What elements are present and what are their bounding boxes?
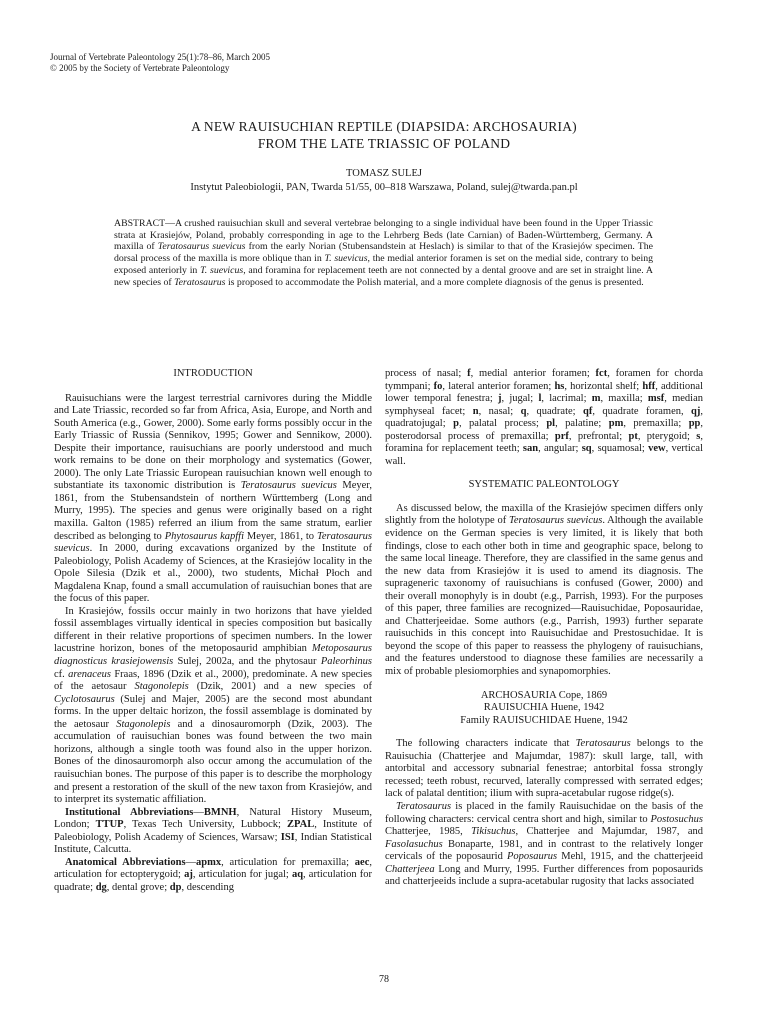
paragraph-anatomical-abbreviations-continued — [385, 368, 703, 468]
abbreviation: TTUP — [95, 819, 124, 831]
abbreviation: san — [522, 443, 539, 455]
text-run: (Sulej and Majer, 2005) are the second most abundant forms. In the upper deltaic horizon, the fossil assemblage is dominated by the aetosaur — [54, 693, 372, 730]
abstract — [114, 218, 653, 288]
text-run: Meyer, 1861, to — [244, 530, 317, 542]
text-run: , Institute of Paleobiology, Polish Academy of Sciences, Warsaw; — [54, 819, 372, 843]
text-run: , posterodorsal process of premaxilla; — [385, 418, 703, 442]
taxon-name: Teratosaurus suevicus — [54, 530, 373, 555]
taxon-name: Teratosaurus — [575, 738, 631, 750]
taxon-name: Teratosaurus suevicus — [240, 480, 337, 492]
paragraph-systematics-1 — [385, 503, 703, 679]
abbreviation: sq — [581, 443, 592, 455]
abbreviation: l — [538, 393, 542, 405]
taxon-name: Teratosaurus suevicus — [157, 241, 246, 253]
taxon-name: Stagonolepis — [134, 681, 189, 693]
text-run: Meyer, 1861, from the Stubensandstein of northern Württemberg (Long and Murry, 1995). The species and genus were originally based on a right maxilla. Galton (1985) referred an ilium from the same stratum, earlier described as belonging to — [54, 480, 372, 542]
author-affiliation: Instytut Paleobiologii, PAN, Twarda 51/55, 00–818 Warszawa, Poland, sulej@twarda.pan.pl — [190, 182, 578, 193]
abstract-text: ABSTRACT—A crushed rauisuchian skull and several vertebrae belonging to a single individual have been found in the Upper Triassic strata at Krasiejów, Poland, probably corresponding in age to the Lehrberg Beds (late Carnian) of Baden-Württemberg, Germany. A maxilla of — [114, 218, 653, 253]
taxon-name: Metoposaurus diagnosticus krasiejowensis — [54, 643, 372, 668]
text-run: Bonaparte, 1981, and in contrast to the relatively longer cervicals of the poposaurid — [385, 838, 703, 863]
author-block — [0, 167, 768, 195]
text-run: , horizontal shelf; — [564, 380, 643, 392]
paragraph-institutional-abbreviations — [54, 807, 372, 857]
text-run: , quadratojugal; — [385, 405, 704, 430]
abstract-text: , and foramina for replacement teeth are not connected by a dental groove and are set in straight line. A new species of — [114, 264, 653, 288]
page-number: 78 — [379, 974, 389, 985]
text-run: Mehl, 1915, and the chatterjeeid — [557, 851, 704, 863]
taxon-name: Phytosaurus kapffi — [164, 530, 244, 542]
text-run: As discussed below, the maxilla of the Krasiejów specimen differs only slightly from the holotype of — [385, 502, 703, 527]
text-run: cf. — [54, 668, 69, 680]
section-heading-systematic-paleontology: SYSTEMATIC PALEONTOLOGY — [468, 479, 620, 491]
text-run: , premaxilla; — [623, 418, 689, 430]
taxon-name: Poposaurus — [506, 851, 558, 863]
text-run: , palatal process; — [458, 418, 547, 430]
text-run: The following characters indicate that — [396, 738, 576, 750]
abbreviation: qf — [583, 405, 593, 417]
text-run: Rauisuchians were the largest terrestrial carnivores during the Middle and Late Triassic, recorded so far from Africa, Asia, Europe, and North and South America (e.g., Gower, 2000). Some early forms possibly occur in the Early Triassic of Russia (Sennikov, 1995; Gower and Sennikow, 2000). Despite their importance, rauisuchians are poorly understood and much work remains to be done on their morphology and systematics (Gower, 2000). The only Late Triassic European rauisuchian known well enough to substantiate its taxonomic distribution is — [54, 392, 372, 492]
abbreviation: aj — [184, 869, 193, 881]
abbreviation: n — [472, 405, 479, 417]
taxon-name: Teratosaurus suevicus — [508, 515, 603, 527]
abbreviation: BMNH — [203, 806, 237, 818]
taxon-name: Cyclotosaurus — [54, 693, 115, 705]
taxon-name: T. suevicus — [200, 264, 244, 276]
text-run: , articulation for ectopterygoid; — [54, 856, 372, 881]
abbreviation: qj — [691, 405, 701, 417]
taxon-name: Chatterjeea — [385, 863, 435, 875]
text-run: process of nasal; — [385, 368, 468, 379]
abbreviation: pl — [546, 418, 556, 430]
text-run: , foramen for chorda tymmpani; — [385, 368, 703, 392]
taxon-archosauria: ARCHOSAURIA Cope, 1869 — [480, 689, 608, 701]
text-run: , articulation for quadrate; — [54, 869, 372, 893]
abbreviation: dp — [169, 881, 182, 893]
text-run: , median symphyseal facet; — [385, 393, 703, 417]
text-run: , lateral anterior foramen; — [442, 380, 555, 392]
taxon-rauisuchia: RAUISUCHIA Huene, 1942 — [483, 702, 605, 714]
taxon-rauisuchidae: Family RAUISUCHIDAE Huene, 1942 — [460, 714, 628, 726]
abbreviation: prf — [554, 430, 569, 442]
text-run: , angular; — [538, 443, 582, 455]
text-run: , medial anterior foramen; — [470, 368, 596, 379]
text-run: , Chatterjee and Majumdar, 1987, and — [515, 826, 703, 838]
taxon-name: T. suevicus — [324, 253, 368, 265]
abbreviation: pt — [628, 430, 638, 442]
taxonomic-hierarchy — [385, 690, 703, 728]
abbreviation: ZPAL — [286, 819, 315, 831]
taxon-name: Fasolasuchus — [385, 838, 443, 850]
author-name: TOMASZ SULEJ — [346, 168, 422, 179]
taxon-name: Postosuchus — [650, 813, 703, 825]
text-run: , palatine; — [555, 418, 609, 430]
text-run: , additional lower temporal fenestra; — [385, 380, 703, 405]
text-run: , pterygoid; — [637, 430, 697, 442]
text-run: , foramina for replacement teeth; — [385, 430, 704, 455]
abbreviation: m — [591, 393, 601, 405]
run-in-heading: Anatomical Abbreviations — [65, 856, 186, 868]
abbreviation: s — [696, 430, 701, 442]
paragraph-intro-1 — [54, 393, 372, 606]
text-run: , nasal; — [478, 405, 521, 417]
taxon-name: Tikisuchus — [471, 826, 516, 838]
taxon-name: arenaceus — [68, 668, 111, 680]
text-run: , jugal; — [501, 393, 539, 405]
title-line-1: A NEW RAUISUCHIAN REPTILE (DIAPSIDA: ARCHOSAURIA) — [191, 119, 577, 134]
text-run: , Indian Statistical Institute, Calcutta. — [54, 831, 372, 856]
abbreviation: pm — [608, 418, 624, 430]
copyright-notice: © 2005 by the Society of Vertebrate Paleontology — [50, 62, 230, 73]
text-run: , Natural History Museum, London; — [54, 806, 372, 831]
journal-header — [50, 52, 270, 73]
text-run: , dental grove; — [106, 881, 170, 893]
paragraph-systematics-2 — [385, 738, 703, 801]
text-run: , quadrate foramen, — [592, 405, 692, 417]
abbreviation: ISI — [280, 831, 295, 843]
text-run: Sulej, 2002a, and the phytosaur — [173, 656, 321, 668]
left-column — [54, 368, 372, 894]
text-run: Fraas, 1896 (Dzik et al., 2000), predominate. A new species of the aetosaur — [54, 668, 372, 693]
abbreviation: dg — [95, 881, 107, 893]
text-run: — — [185, 856, 197, 868]
text-run: , squamosal; — [591, 443, 649, 455]
abbreviation: hs — [554, 380, 565, 392]
text-run: . In 2000, during excavations organized by the Institute of Paleobiology, Polish Academy of Sciences, at the Krasiejów locality in the Opole Silesia (Dzik et al., 2000), two students, Michał Płoch and Magdalena Knap, found a small accumulation of rauisuchian bones that are the focus of this paper. — [54, 543, 372, 605]
abbreviation: apmx — [196, 856, 222, 868]
abbreviation: q — [520, 405, 527, 417]
abbreviation: f — [467, 368, 471, 379]
text-run: belongs to the Rauisuchia (Chatterjee and Majumdar, 1987): skull large, tall, with antorbital and accessory subnarial fenestrae; antorbital fossa strongly recessed; teeth robust, recurved, laterally compressed with serrated edges; lack of palatal dentition; ilium with supra-acetabular rugose ridge(s). — [385, 738, 703, 800]
right-column — [385, 368, 703, 889]
abbreviation: p — [453, 418, 459, 430]
taxon-name: Teratosaurus — [396, 800, 452, 812]
text-run: , articulation for jugal; — [192, 869, 292, 881]
text-run: , vertical wall. — [385, 443, 704, 467]
paragraph-intro-2 — [54, 606, 372, 807]
abbreviation: vew — [648, 443, 666, 455]
text-run: . Although the available evidence on the German species is very limited, it is likely that both findings, close to each other both in time and geographic space, belong to the same local lineage. Therefore, they are classified in the same genus and the new data from Krasiejów it is used to amend its diagnosis. The suprageneric taxonomy of rauisuchians is confused (Gower, 2000) and their overall monophyly is in doubt (e.g., Parrish, 1993). For the purposes of this paper, three families are recognized—Rauisuchidae, Poposauridae, and Chatterjeeidae. Some authors (e.g., Parrish, 1993) further separate rauisuchids in this concept into Rauisuchidae and Prestosuchidae. It is beyond the scope of this paper to reassess the phylogeny of rauisuchians, and the features understood to diagnose these families are necessarily a mix of probable plesiomorphies and synapomorphies. — [385, 515, 703, 678]
abbreviation: fct — [595, 368, 608, 379]
abbreviation: aec — [354, 856, 370, 868]
abbreviation: fo — [433, 380, 443, 392]
text-run: , maxilla; — [600, 393, 648, 405]
text-run: , descending — [181, 881, 234, 893]
taxon-name: Paleorhinus — [320, 656, 372, 668]
text-run: , Texas Tech University, Lubbock; — [123, 819, 287, 831]
abbreviation: j — [497, 393, 502, 405]
text-run: Long and Murry, 1995. Further differences from poposaurids and chatterjeeids include a supra-acetabular rugosity that lacks associated — [385, 863, 703, 888]
text-run: is placed in the family Rauisuchidae on the basis of the following characters: cervical centra short and high, similar to — [385, 800, 703, 825]
section-heading-introduction: INTRODUCTION — [173, 368, 253, 379]
text-run: Chatterjee, 1985, — [385, 826, 472, 838]
text-run: (Dzik, 2001) and a new species of — [188, 681, 372, 693]
abstract-text: from the early Norian (Stubensandstein at Heslach) is similar to that of the Krasiejów specimen. The dorsal process of the maxilla is more oblique than in — [114, 241, 654, 265]
title-line-2: FROM THE LATE TRIASSIC OF POLAND — [257, 136, 511, 151]
abstract-text: is proposed to accommodate the Polish material, and a more complete diagnosis of the genus is presented. — [225, 276, 644, 288]
abstract-text: , the medial anterior foramen is set on the medial side, contrary to being exposed anteriorly in — [114, 253, 653, 276]
text-run: and a dinosauromorph (Dzik, 2003). The accumulation of rauisuchian bones was found between the two main horizons, although a single tooth was found also in the upper horizon. Bones of the dinosauromorph also occur among the accumulation of the rauisuchian bones. The purpose of this paper is to describe the morphology and present a restoration of the skull of the new taxon from Krasiejów, and to interpret its systematic affiliation. — [54, 718, 372, 806]
text-run: , articulation for premaxilla; — [221, 856, 355, 868]
journal-citation: Journal of Vertebrate Paleontology 25(1):78–86, March 2005 — [50, 52, 271, 62]
run-in-heading: Institutional Abbreviations — [65, 806, 194, 818]
text-run: In Krasiejów, fossils occur mainly in two horizons that have yielded fossil assemblages virtually identical in species composition but basically different in their relative proportions of specimen numbers. In the lower lacustrine horizon, bones of the metoposaurid amphibian — [54, 605, 372, 655]
taxon-name: Teratosaurus — [174, 276, 226, 288]
article-title — [0, 118, 768, 152]
abbreviation: aq — [291, 869, 304, 881]
abbreviation: hff — [642, 380, 656, 392]
text-run: — — [193, 806, 204, 818]
text-run: , prefrontal; — [568, 430, 629, 442]
text-run: , quadrate; — [526, 405, 584, 417]
taxon-name: Stagonolepis — [116, 718, 171, 730]
paragraph-anatomical-abbreviations — [54, 857, 372, 895]
paragraph-systematics-3 — [385, 801, 703, 889]
abbreviation: pp — [688, 418, 701, 430]
abbreviation: msf — [647, 393, 665, 405]
text-run: , lacrimal; — [541, 393, 592, 405]
